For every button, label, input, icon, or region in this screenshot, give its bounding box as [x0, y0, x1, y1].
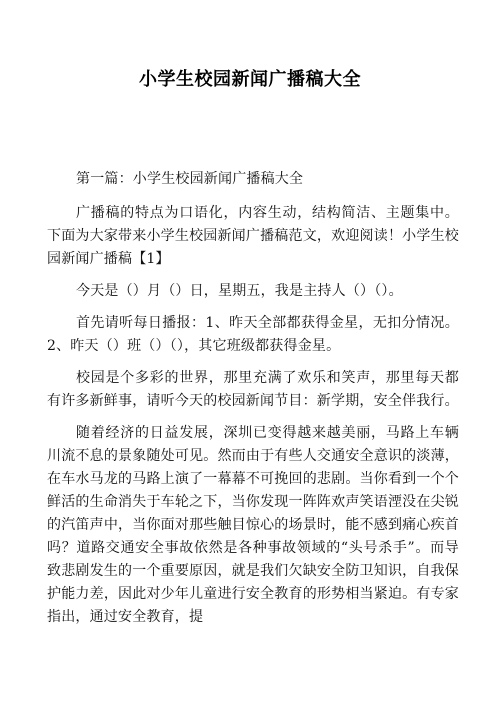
intro-paragraph: 广播稿的特点为口语化，内容生动，结构简洁、主题集中。下面为大家带来小学生校园新闻广播稿范文，欢迎阅读！小学生校园新闻广播稿【1】: [47, 205, 459, 267]
document-title: 小学生校园新闻广播稿大全: [139, 69, 361, 90]
section-heading: 第一篇：小学生校园新闻广播稿大全: [76, 171, 304, 187]
date-host-paragraph: 今天是（）月（）日，星期五，我是主持人（）（）。: [76, 283, 403, 299]
traffic-safety-paragraph: 随着经济的日益发展，深圳已变得越来越美丽，马路上车辆川流不息的景象随处可见。然而由于有些人交通安全意识的淡薄，在车水马龙的马路上演了一幕幕不可挽回的悲剧。当你看到一个个鲜活的生命消失于车轮之下，当你发现一阵阵欢声笑语湮没在尖锐的汽笛声中，当你面对那些触目惊心的场景时，能不感到痛心疾首吗？道路交通安全事故依然是各种事故领域的“头号杀手”。而导致悲剧发生的一个重要原因，就是我们欠缺安全防卫知识，自我保护能力差，因此对少年儿童进行安全教育的形势相当紧迫。有专家指出，通过安全教育，提: [47, 425, 459, 625]
campus-news-paragraph: 校园是个多彩的世界，那里充满了欢乐和笑声，那里每天都有许多新鲜事，请听今天的校园新闻节目：新学期，安全伴我行。: [47, 370, 459, 409]
document-body: [47, 168, 459, 638]
daily-report-paragraph: 首先请听每日播报：1、昨天全部都获得金星，无扣分情况。2、昨天（）班（）（），其它班级都获得金星。: [47, 315, 459, 354]
